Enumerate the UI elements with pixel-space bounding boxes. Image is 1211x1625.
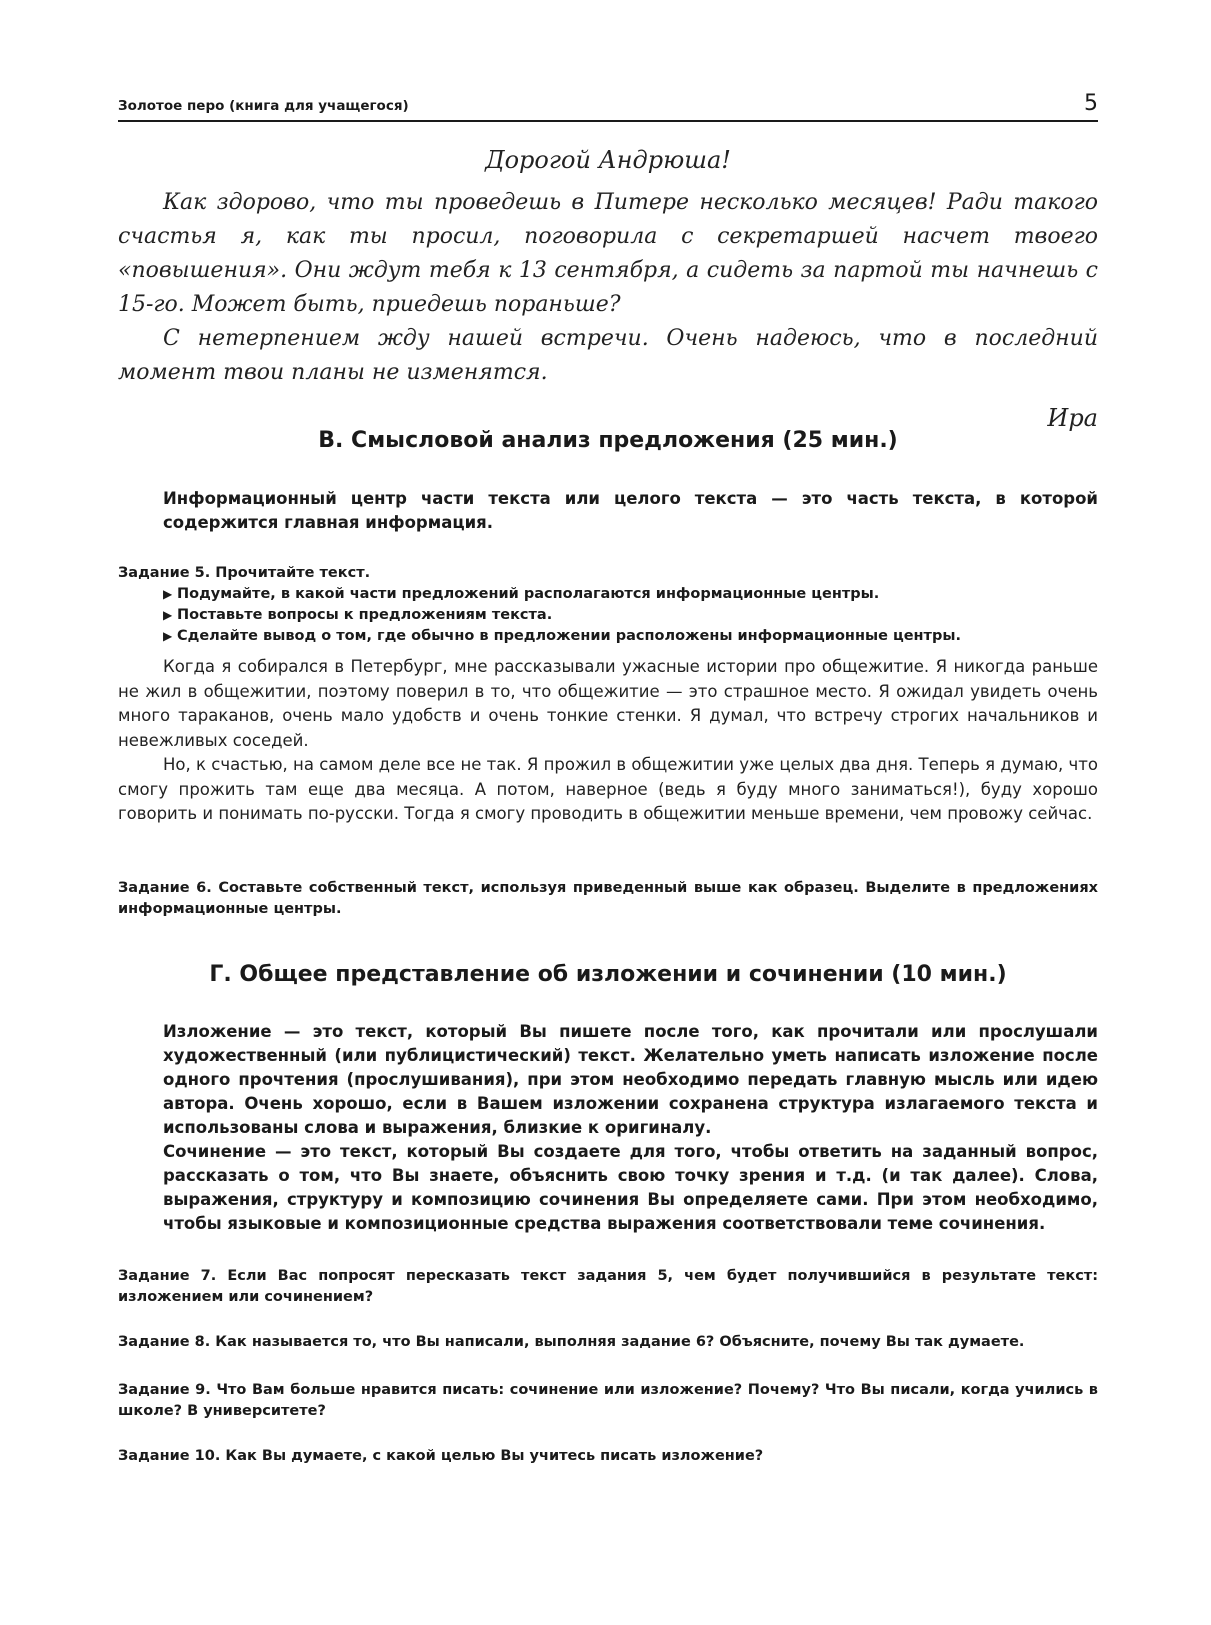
- task-text: Задание 6. Составьте собственный текст, используя приведенный выше как образец. Выделите в предложениях информационные центры.: [118, 880, 1098, 917]
- definition-text: Информационный центр части текста или целого текста — это часть текста, в которой содержится главная информация.: [163, 489, 1098, 532]
- task-9: [118, 1380, 1098, 1422]
- letter-signature: Ира: [1047, 404, 1098, 432]
- handwritten-letter: [118, 136, 1098, 432]
- task-title: Задание 5. Прочитайте текст.: [118, 565, 371, 581]
- section-heading-v: В. Смысловой анализ предложения (25 мин.): [318, 428, 898, 453]
- task-5: [118, 563, 1098, 647]
- triangle-bullet-icon: ▶: [163, 629, 173, 643]
- task-text: Задание 9. Что Вам больше нравится писать: сочинение или изложение? Почему? Что Вы писали, когда учились в школе? В университете?: [118, 1382, 1098, 1419]
- text-paragraph: Но, к счастью, на самом деле все не так. Я прожил в общежитии уже целых два дня. Теперь я думаю, что смогу прожить там еще два месяца. А потом, наверное (ведь я буду много заниматься!), буду хорошо говорить и понимать по-русски. Тогда я смогу проводить в общежитии меньше времени, чем провожу сейчас.: [118, 755, 1098, 823]
- task-text: Задание 7. Если Вас попросят пересказать текст задания 5, чем будет получившийся в результате текст: изложением или сочинением?: [118, 1268, 1098, 1305]
- page-number: 5: [1084, 91, 1098, 116]
- task-8: [118, 1332, 1098, 1353]
- list-item: ▶ Сделайте вывод о том, где обычно в предложении расположены информационные центры.: [163, 626, 1098, 647]
- task-7: [118, 1266, 1098, 1308]
- definition-info-center: [163, 487, 1098, 535]
- list-item: ▶ Подумайте, в какой части предложений располагаются информационные центры.: [163, 584, 1098, 605]
- letter-paragraph: С нетерпением жду нашей встречи. Очень надеюсь, что в последний момент твои планы не изменятся.: [118, 326, 1098, 385]
- triangle-bullet-icon: ▶: [163, 608, 173, 622]
- letter-paragraph: Как здорово, что ты проведешь в Питере несколько месяцев! Ради такого счастья я, как ты просил, поговорила с секретаршей насчет твоего «повышения». Они ждут тебя к 13 сентября, а сидеть за партой ты начнешь с 15-го. Может быть, приедешь пораньше?: [118, 190, 1098, 317]
- list-item: ▶ Поставьте вопросы к предложениям текста.: [163, 605, 1098, 626]
- book-page: [118, 0, 1098, 1625]
- definitions-essay: [163, 1020, 1098, 1236]
- task-text: Задание 8. Как называется то, что Вы написали, выполняя задание 6? Объясните, почему Вы так думаете.: [118, 1334, 1025, 1350]
- task-10: [118, 1446, 1098, 1467]
- running-header: [118, 86, 1098, 122]
- reading-text: [118, 655, 1098, 827]
- section-heading-g: Г. Общее представление об изложении и сочинении (10 мин.): [209, 962, 1007, 987]
- task-5-bullets: [118, 584, 1098, 647]
- task-text: Задание 10. Как Вы думаете, с какой целью Вы учитесь писать изложение?: [118, 1448, 764, 1464]
- definition-izlozhenie: Изложение — это текст, который Вы пишете после того, как прочитали или прослушали художественный (или публицистический) текст. Желательно уметь написать изложение после одного прочтения (прослушивания), при этом необходимо передать главную мысль или идею автора. Очень хорошо, если в Вашем изложении сохранена структура излагаемого текста и использованы слова и выражения, близкие к оригиналу.: [163, 1022, 1098, 1137]
- book-title: Золотое перо (книга для учащегося): [118, 98, 409, 114]
- triangle-bullet-icon: ▶: [163, 587, 173, 601]
- text-paragraph: Когда я собирался в Петербург, мне рассказывали ужасные истории про общежитие. Я никогда раньше не жил в общежитии, поэтому поверил в то, что общежитие — это страшное место. Я ожидал увидеть очень много тараканов, очень мало удобств и очень тонкие стенки. Я думал, что встречу строгих начальников и невежливых соседей.: [118, 657, 1098, 750]
- task-6: [118, 878, 1098, 920]
- definition-sochinenie: Сочинение — это текст, который Вы создаете для того, чтобы ответить на заданный вопрос, рассказать о том, что Вы знаете, объяснить свою точку зрения и т.д. (и так далее). Слова, выражения, структуру и композицию сочинения Вы определяете сами. При этом необходимо, чтобы языковые и композиционные средства выражения соответствовали теме сочинения.: [163, 1142, 1098, 1233]
- letter-greeting: Дорогой Андрюша!: [485, 146, 731, 174]
